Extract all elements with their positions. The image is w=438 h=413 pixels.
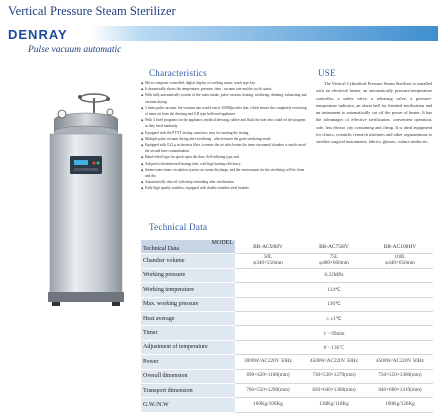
characteristic-item: ◆ 3 times pulse vacuum: the vacuum rate would reach -0.08Mpa after that, which ensure the completely extracting of inner air from the dressing and 0.B type hollowed appliance. — [141, 105, 309, 117]
spec-value: 134℃ — [235, 283, 433, 297]
characteristic-item: ◆ Steam-water inner circulation system: no steam discharge, and the environment for the sterilizing will be clean and dry. — [141, 167, 309, 179]
spec-value: 840×680×1410(mm) — [367, 383, 433, 397]
table-row — [141, 383, 433, 397]
spec-value: 760×550×1290(mm) — [235, 383, 301, 397]
characteristic-item: ◆ Automatically shut off with beep reminding after sterilization. — [141, 179, 309, 185]
spec-value: 4500W/AC220V 50Hz — [301, 355, 367, 369]
characteristic-item: ◆ Adopted with immersed heating tube, with high heating efficiency. — [141, 161, 309, 167]
technical-data-label: Technical Data — [143, 245, 180, 252]
brand-logo: DENRAY — [8, 27, 68, 42]
table-row — [141, 297, 433, 311]
spec-label: Transport dimension — [141, 383, 235, 397]
characteristic-item: ◆ It dynamically shows the temperature, pressure, time , vacuum rate and the cyclic status. — [141, 86, 309, 92]
header-label-cell — [141, 240, 235, 254]
characteristic-item: ◆ Multiple pulse vacuum drying after sterilizing , which ensure the good sterilizing result. — [141, 136, 309, 142]
spec-value: 730×530×1270(mm) — [301, 369, 367, 383]
spec-value: 130Kg/110Kg — [301, 398, 367, 412]
spec-value: 100L φ440×650mm — [367, 254, 433, 268]
table-row — [141, 268, 433, 282]
spec-value: 136℃ — [235, 297, 433, 311]
spec-label: Heat average — [141, 311, 235, 325]
use-heading: USE — [318, 68, 336, 78]
spec-value: 75L φ400×600mm — [301, 254, 367, 268]
characteristic-item: ◆ Equipped with the PT/TT testing connector, easy for running the testing. — [141, 130, 309, 136]
spec-value: 750×550×1300(mm) — [367, 369, 433, 383]
spec-table — [141, 240, 433, 413]
table-row — [141, 355, 433, 369]
spec-value: 0.22MPa — [235, 268, 433, 282]
spec-label: Overall dimension — [141, 369, 235, 383]
spec-value: 100Kg/100Kg — [235, 398, 301, 412]
sterilizer-image — [44, 76, 130, 308]
spec-value: 50L φ340×550mm — [235, 254, 301, 268]
characteristic-item: ◆ Fully high quality stainless, equipped with double stainless steel baskets. — [141, 185, 309, 191]
spec-label: Power — [141, 355, 235, 369]
table-row — [141, 326, 433, 340]
use-description: The Vertical Cylindrical Pressure Steam Sterilizer is installed with an electrical heater, an automatically pressure-temperature controller, a safety valve, a releasing valve, a pressure-temperature indicator, an alarm bell for finished sterilization and an instrument to automatically cut off the power of heater. It has the advantages of effective sterilization, convenient operation, safe, less electro city consuming and cheap. It is ideal equipment for clinics, scientific research institutes and other organizations to sterilize surgical instruments, fabrics, glasses, culture media etc. — [316, 81, 432, 145]
characteristics-list — [141, 80, 309, 192]
model-label: MODEL — [211, 240, 233, 247]
spec-label: Adjustment of temperature — [141, 340, 235, 354]
model-name: BR-AC75HV — [301, 240, 367, 254]
characteristic-item: ◆ Micro-computer controlled, digital display of working status, touch type key. — [141, 80, 309, 86]
table-row — [141, 340, 433, 354]
spec-label: G.W./N.W — [141, 398, 235, 412]
spec-label: Max. working pressure — [141, 297, 235, 311]
spec-value: 160Kg/120Kg — [367, 398, 433, 412]
table-row — [141, 283, 433, 297]
technical-data-heading: Technical Data — [149, 222, 208, 232]
characteristic-item: ◆ With fully automatically routine of the water intake, pulse vacuum, heating, sterilizing, draining, exhausting and vacuum drying. — [141, 92, 309, 104]
spec-value: 4500W/AC220V 50Hz — [367, 355, 433, 369]
spec-value: 820×640×1380(mm) — [301, 383, 367, 397]
table-row — [141, 369, 433, 383]
spec-label: Timer — [141, 326, 235, 340]
characteristic-item: ◆ Equipped with 0.22 μ m bacteria filter, it ensure the air which enter the inner vacuumed chamber is sterile,avoid the second time contamination. — [141, 142, 309, 154]
page-subtitle: Pulse vacuum automatic — [28, 45, 122, 55]
spec-label: Working pressure — [141, 268, 235, 282]
model-name: BR-AC50HV — [235, 240, 301, 254]
table-row — [141, 254, 433, 268]
characteristics-heading: Characteristics — [149, 68, 207, 78]
table-row — [141, 311, 433, 325]
spec-label: Chamber volume — [141, 254, 235, 268]
spec-label: Working temperature — [141, 283, 235, 297]
model-name: BR-AC100HV — [367, 240, 433, 254]
spec-value: 0～136℃ — [235, 340, 433, 354]
page-title: Vertical Pressure Steam Sterilizer — [8, 4, 176, 18]
spec-value: 690×420×1180(mm) — [235, 369, 301, 383]
characteristic-item: ◆ With 4 fixed programs for the appliance, medical dressing, rubber and fluid, the user also could set the program as they need randomly. — [141, 117, 309, 129]
spec-value: 1～99min — [235, 326, 433, 340]
table-header-row — [141, 240, 433, 254]
spec-value: 3000W/AC220V 50Hz — [235, 355, 301, 369]
characteristic-item: ◆ Hand-wheel type for quick-open the door. Self-inflating type seal. — [141, 154, 309, 160]
spec-value: ≤ ±1℃ — [235, 311, 433, 325]
